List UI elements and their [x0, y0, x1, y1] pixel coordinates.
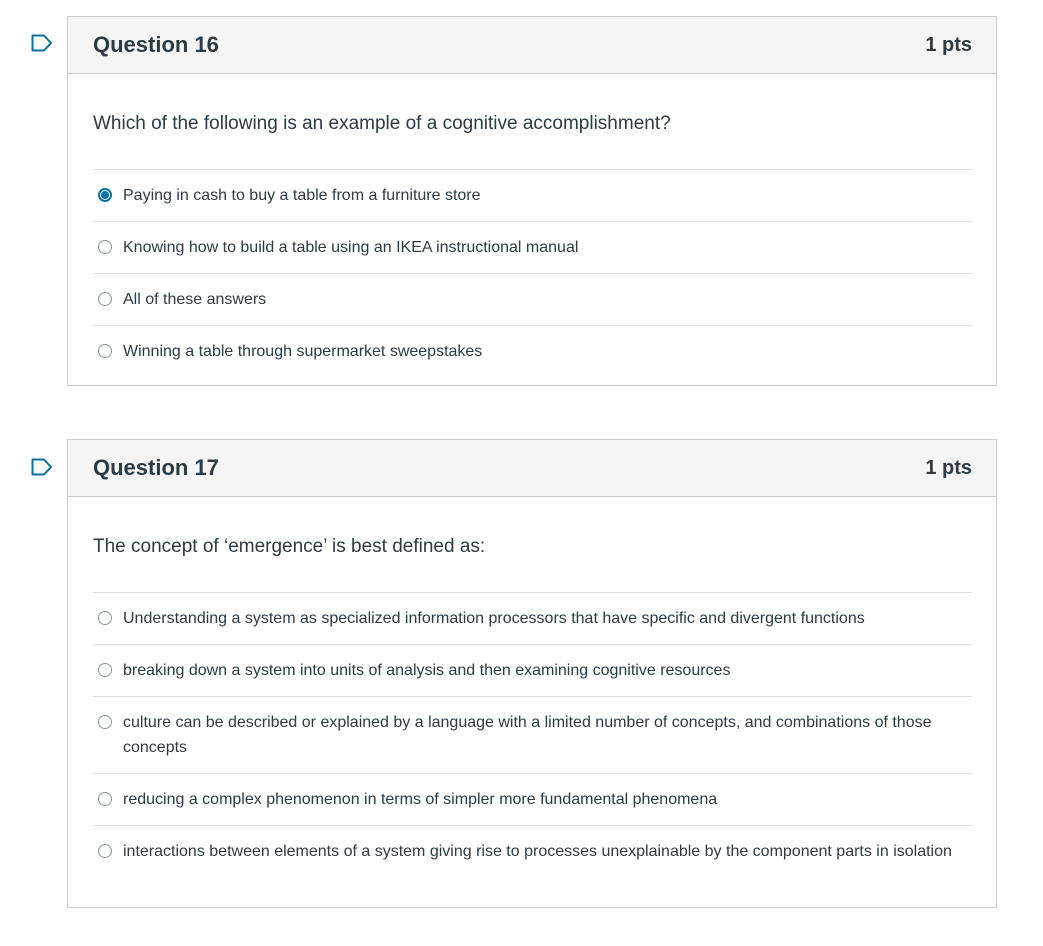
radio-button[interactable] [98, 844, 112, 858]
question-16-card [67, 16, 997, 386]
answer-label: culture can be described or explained by a language with a limited number of concepts, and combinations of those concepts [123, 714, 932, 756]
radio-button[interactable] [98, 792, 112, 806]
question-title: Question 17 [93, 455, 219, 480]
radio-button[interactable] [98, 715, 112, 729]
question-points: 1 pts [925, 456, 972, 479]
answer-option[interactable] [93, 592, 972, 644]
answer-option[interactable] [93, 696, 972, 773]
question-text: The concept of ‘emergence’ is best defined as: [93, 536, 486, 557]
answer-list [93, 592, 972, 877]
answer-option[interactable] [93, 644, 972, 696]
question-title: Question 16 [93, 32, 219, 57]
flag-question-17-icon[interactable] [31, 458, 51, 476]
answer-label: breaking down a system into units of analysis and then examining cognitive resources [123, 662, 731, 679]
question-header [68, 440, 996, 497]
radio-button[interactable] [98, 611, 112, 625]
radio-button-selected[interactable] [98, 188, 112, 202]
radio-button[interactable] [98, 344, 112, 358]
answer-label: All of these answers [123, 291, 267, 308]
answer-label: Paying in cash to buy a table from a furniture store [123, 187, 481, 204]
radio-button[interactable] [98, 240, 112, 254]
answer-label: Understanding a system as specialized information processors that have specific and divergent functions [123, 610, 865, 627]
answer-label: reducing a complex phenomenon in terms of simpler more fundamental phenomena [123, 791, 718, 808]
answer-option[interactable] [93, 825, 972, 877]
radio-button[interactable] [98, 663, 112, 677]
answer-list [93, 169, 972, 377]
question-points: 1 pts [925, 33, 972, 56]
answer-option[interactable] [93, 169, 972, 221]
answer-label: interactions between elements of a system giving rise to processes unexplainable by the component parts in isolation [123, 843, 952, 860]
answer-option[interactable] [93, 773, 972, 825]
question-text: Which of the following is an example of a cognitive accomplishment? [93, 113, 671, 134]
answer-option[interactable] [93, 221, 972, 273]
question-17-card [67, 439, 997, 908]
answer-label: Knowing how to build a table using an IKEA instructional manual [123, 239, 579, 256]
question-header [68, 17, 996, 74]
answer-option[interactable] [93, 325, 972, 377]
answer-label: Winning a table through supermarket sweepstakes [123, 343, 483, 360]
flag-question-16-icon[interactable] [31, 34, 51, 52]
answer-option[interactable] [93, 273, 972, 325]
radio-button[interactable] [98, 292, 112, 306]
